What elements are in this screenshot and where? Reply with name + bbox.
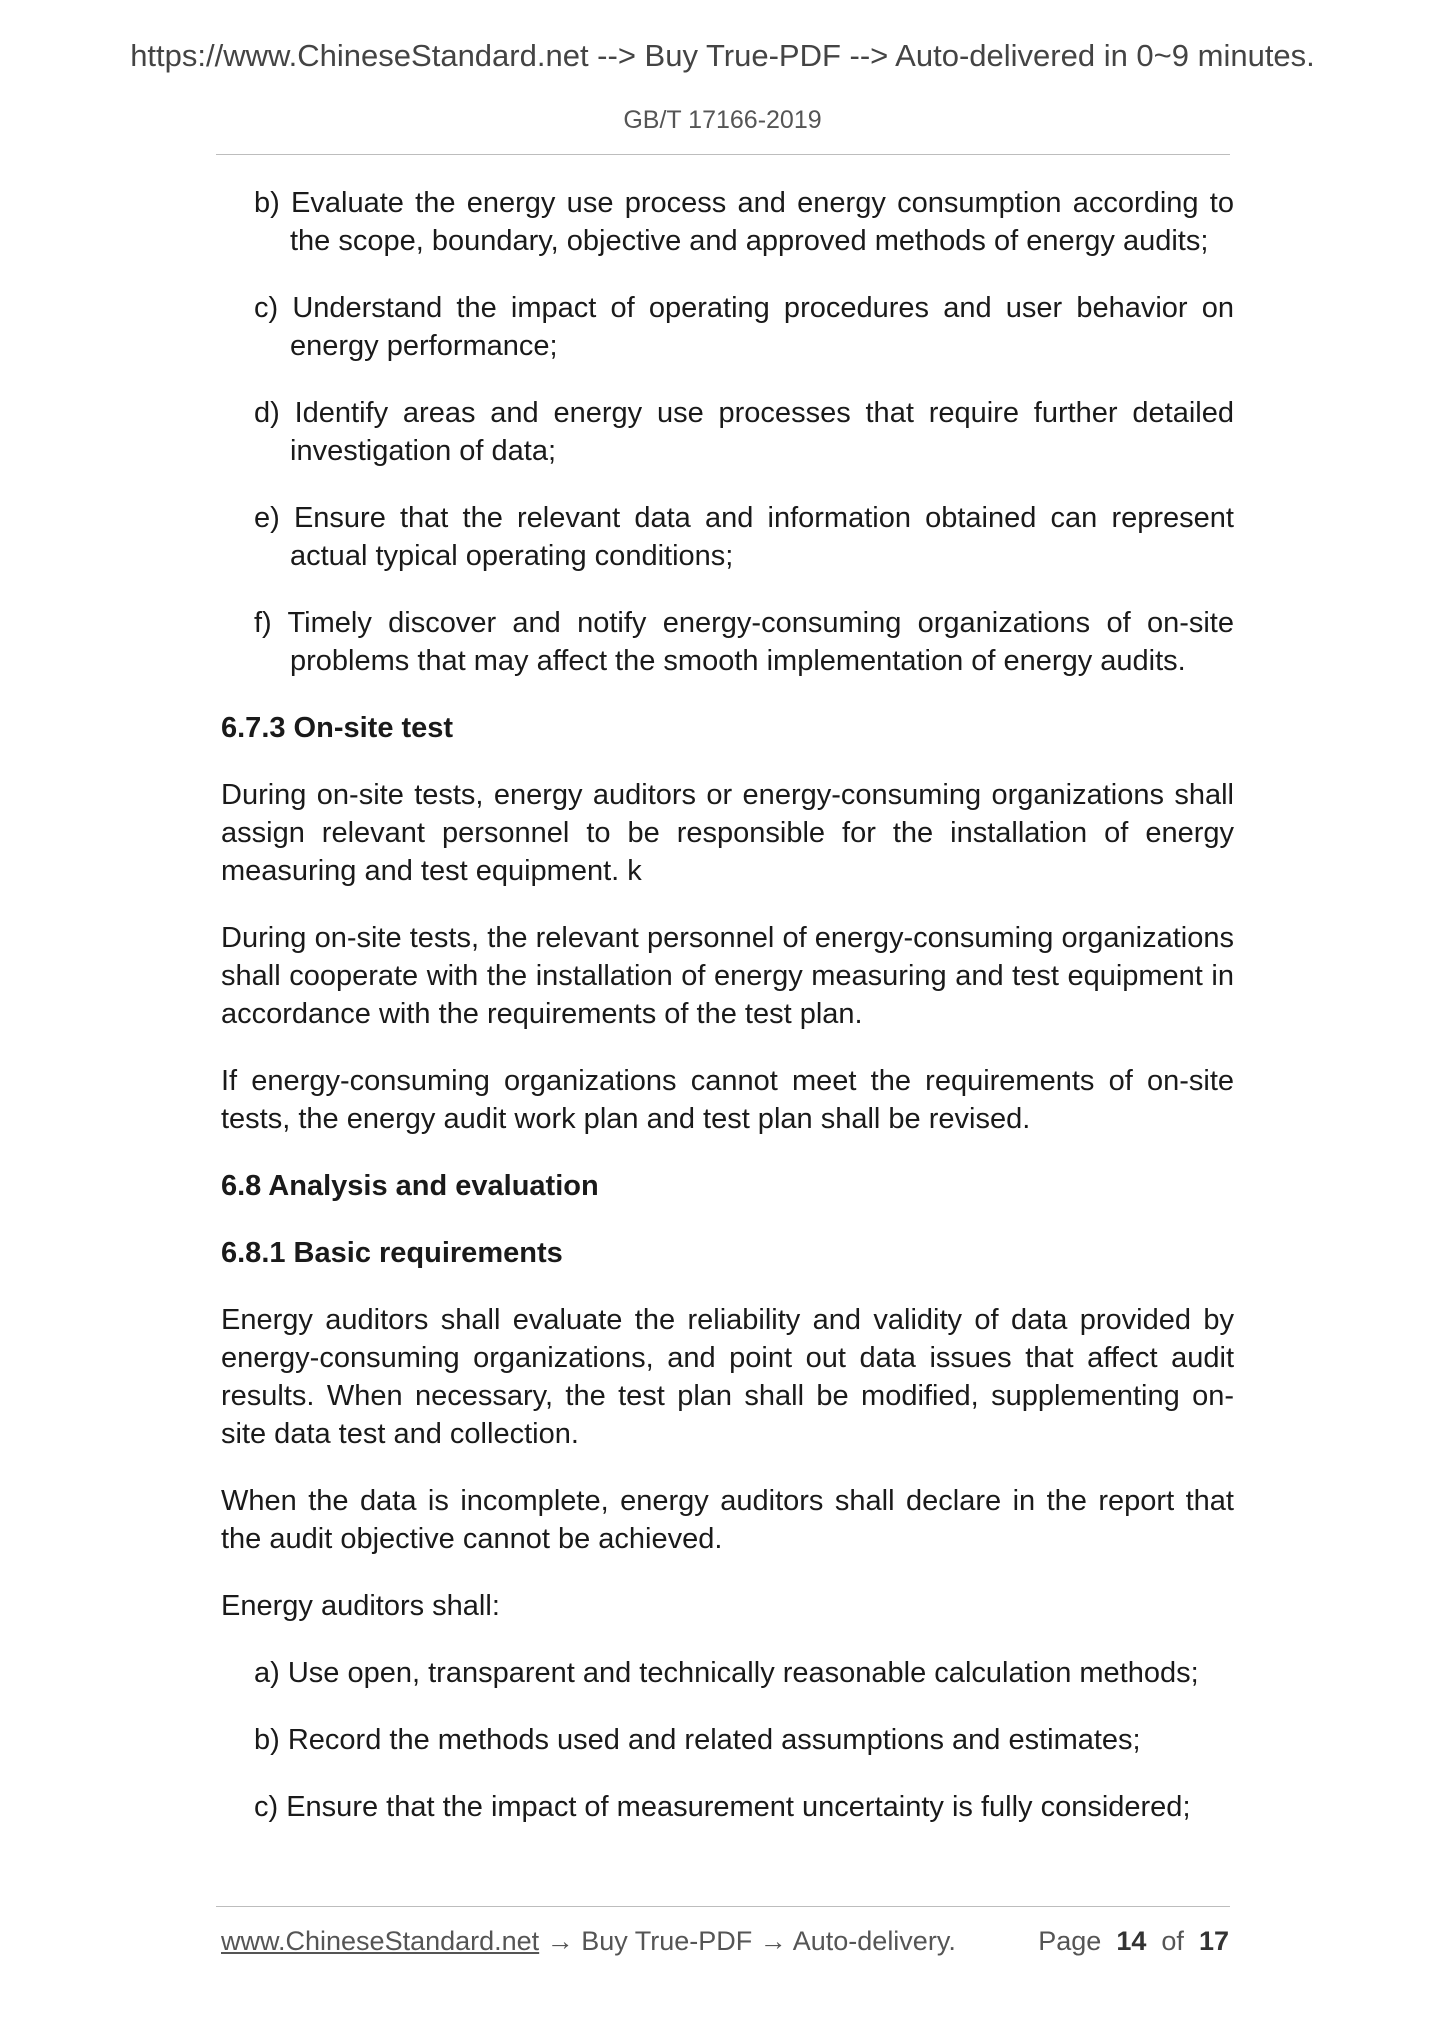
paragraph: During on-site tests, energy auditors or energy-consuming organizations shall assign relevant personnel to be responsible for the installation of energy measuring and test equipment. k [221,779,1234,887]
list-item: a) Use open, transparent and technically reasonable calculation methods; [254,1657,1199,1689]
footer-site-link[interactable]: www.ChineseStandard.net [221,1926,540,1956]
total-pages: 17 [1198,1926,1229,1956]
document-code: GB/T 17166-2019 [623,106,822,134]
list-item: b) Record the methods used and related assumptions and estimates; [254,1724,1141,1756]
section-heading-6-7-3: 6.7.3 On-site test [221,712,454,744]
list-item: d) Identify areas and energy use processes that require further detailed investigation of data; [254,397,1234,467]
footer-left [221,1926,956,1957]
page-label: Page [1038,1926,1102,1956]
page-number [1038,1926,1229,1957]
list-item: b) Evaluate the energy use process and energy consumption according to the scope, boundary, objective and approved methods of energy audits; [254,187,1234,257]
footer-tagline: → Buy True-PDF → Auto-delivery. [539,1926,956,1956]
paragraph: Energy auditors shall evaluate the reliability and validity of data provided by energy-consuming organizations, and point out data issues that affect audit results. When necessary, the test plan shall be modified, supplementing on-site data test and collection. [221,1304,1234,1450]
footer [221,1926,1229,1957]
of-label: of [1161,1926,1184,1956]
paragraph: Energy auditors shall: [221,1590,500,1622]
current-page: 14 [1116,1926,1147,1956]
section-heading-6-8-1: 6.8.1 Basic requirements [221,1237,563,1269]
footer-divider [216,1906,1230,1907]
list-item: e) Ensure that the relevant data and information obtained can represent actual typical operating conditions; [254,502,1234,572]
section-heading-6-8: 6.8 Analysis and evaluation [221,1170,599,1202]
list-item: c) Ensure that the impact of measurement uncertainty is fully considered; [254,1791,1191,1823]
top-banner: https://www.ChineseStandard.net --> Buy True-PDF --> Auto-delivered in 0~9 minutes. [130,38,1315,73]
paragraph: During on-site tests, the relevant personnel of energy-consuming organizations shall cooperate with the installation of energy measuring and test equipment in accordance with the requirements of the test plan. [221,922,1234,1030]
list-item: f) Timely discover and notify energy-consuming organizations of on-site problems that may affect the smooth implementation of energy audits. [254,607,1234,677]
paragraph: If energy-consuming organizations cannot meet the requirements of on-site tests, the energy audit work plan and test plan shall be revised. [221,1065,1234,1135]
header-divider [216,154,1230,155]
list-item: c) Understand the impact of operating procedures and user behavior on energy performance; [254,292,1234,362]
page-content [221,184,1234,1855]
paragraph: When the data is incomplete, energy auditors shall declare in the report that the audit objective cannot be achieved. [221,1485,1234,1555]
